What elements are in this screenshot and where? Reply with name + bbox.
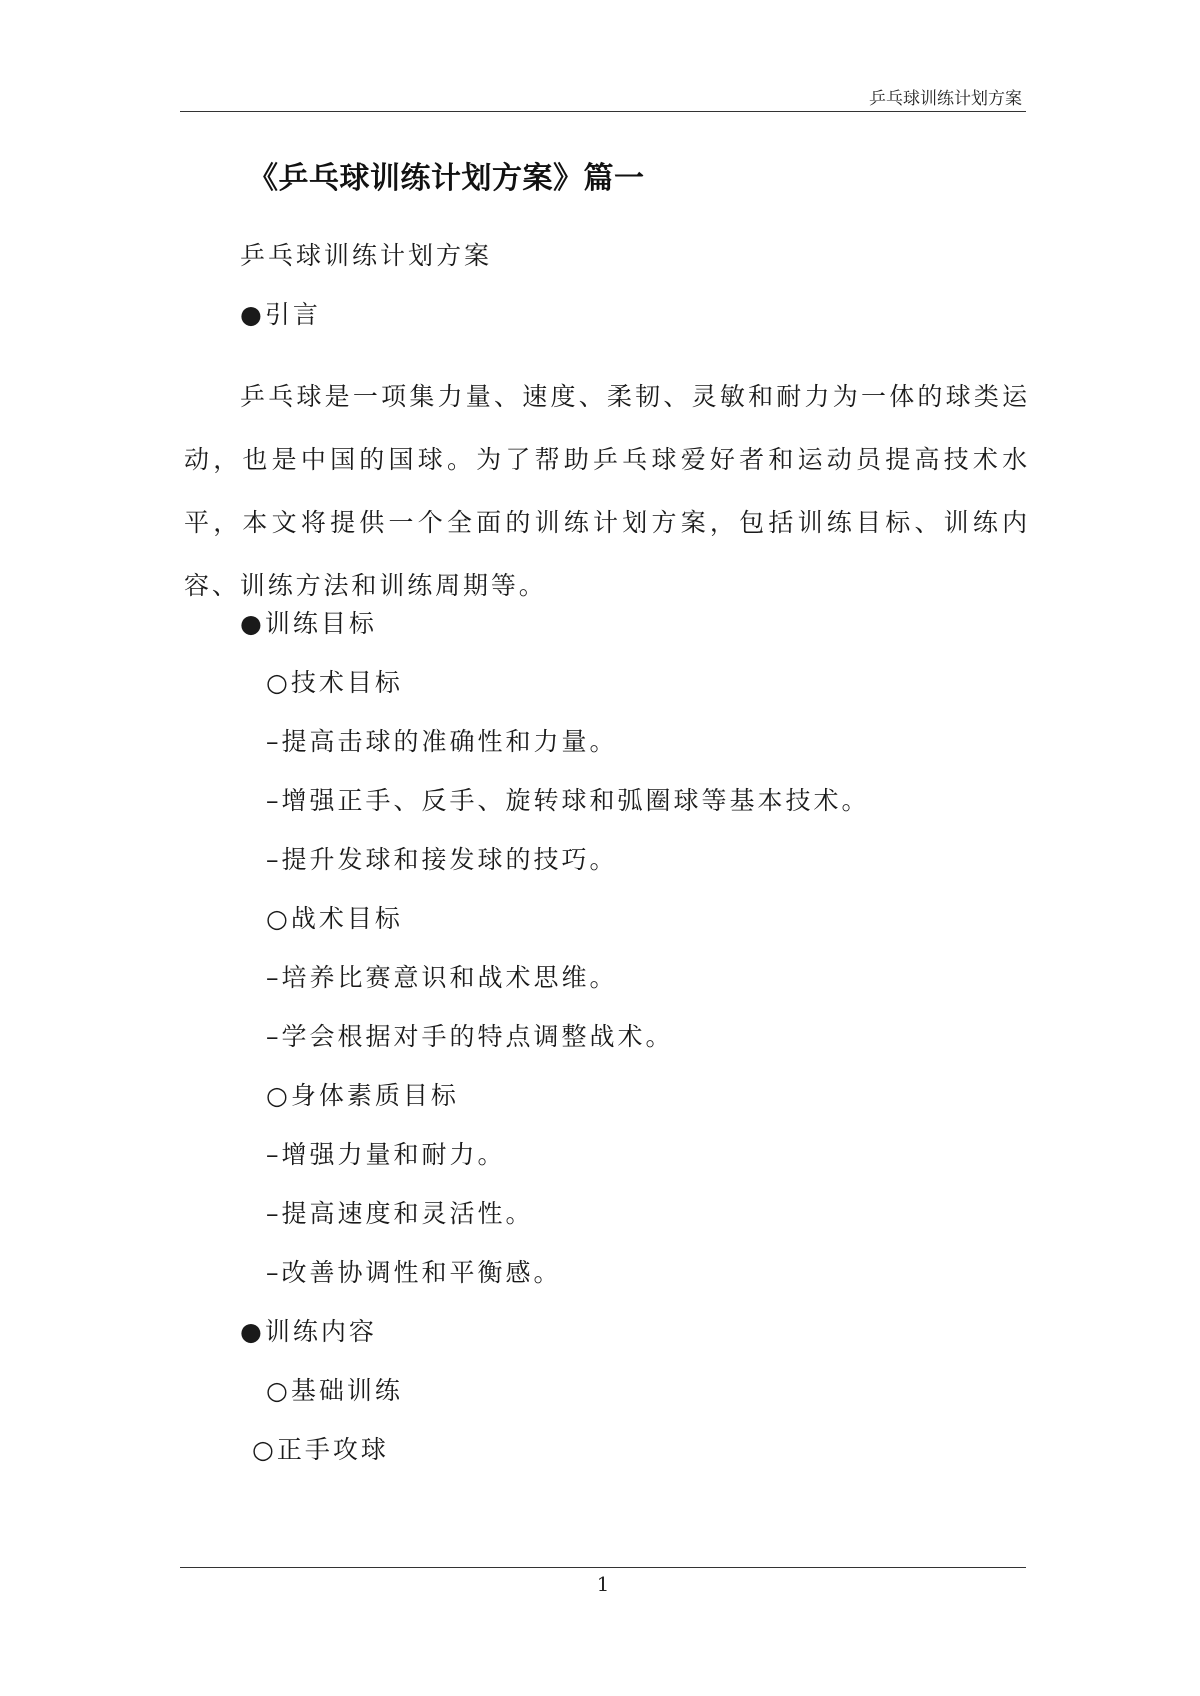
list-item: –改善协调性和平衡感。 [266, 1258, 562, 1287]
section-heading-goals: ●训练目标 [240, 609, 377, 638]
subheading-tactic-goal: ○战术目标 [266, 904, 403, 933]
list-item: –提高速度和灵活性。 [266, 1199, 534, 1228]
page-number: 1 [596, 1572, 610, 1596]
intro-paragraph: 乒乓球是一项集力量、速度、柔韧、灵敏和耐力为一体的球类运动，也是中国的国球。为了帮助乒乓球爱好者和运动员提高技术水平，本文将提供一个全面的训练计划方案，包括训练目标、训练内容、训练方法和训练周期等。 [184, 382, 1030, 600]
subheading-basic-training: ○基础训练 [266, 1376, 403, 1405]
subheading-forehand-attack: ○正手攻球 [252, 1435, 389, 1464]
subheading-physical-goal: ○身体素质目标 [266, 1081, 459, 1110]
header-running-title: 乒乓球训练计划方案 [869, 89, 1022, 109]
list-item: –培养比赛意识和战术思维。 [266, 963, 618, 992]
list-item: –提高击球的准确性和力量。 [266, 727, 618, 756]
document-title: 《乒乓球训练计划方案》篇一 [248, 161, 645, 196]
header-divider [180, 111, 1026, 112]
document-subtitle: 乒乓球训练计划方案 [240, 241, 493, 270]
subheading-tech-goal: ○技术目标 [266, 668, 403, 697]
list-item: –学会根据对手的特点调整战术。 [266, 1022, 674, 1051]
footer-divider [180, 1567, 1026, 1568]
list-item: –提升发球和接发球的技巧。 [266, 845, 618, 874]
list-item: –增强正手、反手、旋转球和弧圈球等基本技术。 [266, 786, 870, 815]
list-item: –增强力量和耐力。 [266, 1140, 506, 1169]
section-heading-intro: ●引言 [240, 300, 321, 329]
section-heading-content: ●训练内容 [240, 1317, 377, 1346]
